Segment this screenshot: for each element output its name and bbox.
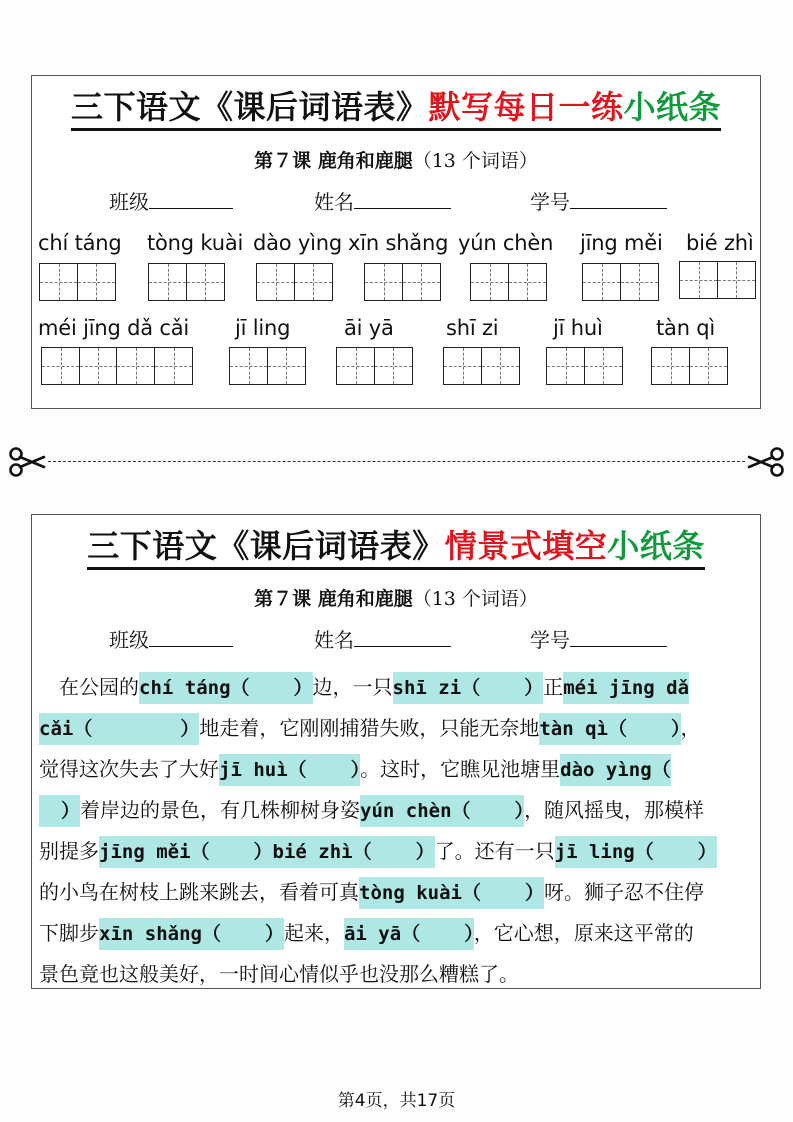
passage-text-segment: ， — [680, 716, 701, 740]
name-label: 姓名 — [314, 190, 354, 214]
fill-in-blank[interactable]: āi yā（ ） — [344, 918, 474, 950]
cut-line — [8, 445, 785, 479]
card-title — [32, 526, 760, 570]
blank-pinyin: yún chèn — [360, 800, 452, 822]
writing-boxes[interactable] — [229, 347, 304, 385]
passage-line — [39, 831, 757, 872]
blank-pinyin: shī zi — [392, 677, 462, 699]
passage-line — [39, 954, 757, 995]
passage-text-segment: 地走着，它刚刚捕猎失败，只能无奈地 — [199, 716, 540, 740]
name-label: 姓名 — [314, 628, 354, 652]
word-pinyin: xīn shǎng — [348, 231, 449, 255]
blank-pinyin: cǎi — [39, 718, 74, 740]
word-pinyin: méi jīng dǎ cǎi — [38, 316, 189, 340]
blank-pinyin: xīn shǎng — [99, 923, 202, 945]
fill-in-blank[interactable]: dào yìng（ — [560, 754, 671, 786]
fill-in-blank[interactable]: ） — [39, 795, 80, 827]
blank-pinyin: jī huì — [219, 759, 288, 781]
writing-boxes[interactable] — [651, 347, 726, 385]
passage-text-segment: 景色竟也这般美好，一时间心情似乎也没那么糟糕了。 — [39, 962, 519, 986]
id-label: 学号 — [530, 628, 570, 652]
page-number: 第4页，共17页 — [337, 1091, 456, 1111]
blank-pinyin: dào yìng — [560, 759, 652, 781]
fill-in-blank[interactable]: shī zi（ ） — [393, 672, 544, 704]
class-blank[interactable] — [149, 628, 233, 647]
blank-pinyin: āi yā — [343, 923, 402, 945]
passage-text-segment: 了。还有一只 — [434, 839, 555, 863]
word-pinyin: jī huì — [553, 316, 603, 340]
dictation-card — [31, 75, 761, 409]
passage-text-segment: 着岸边的景色，有几株柳树身姿 — [80, 798, 361, 822]
writing-boxes[interactable] — [148, 263, 223, 301]
blank-pinyin: jīng měi — [99, 841, 191, 863]
writing-boxes[interactable] — [39, 263, 114, 301]
writing-boxes[interactable] — [443, 347, 518, 385]
fill-in-blank[interactable]: bié zhì（ ） — [273, 836, 435, 868]
fill-in-blank[interactable]: jī huì（ ） — [219, 754, 360, 786]
passage-text-segment: ，随风摇曳，那模样 — [524, 798, 705, 822]
word-pinyin: tàn qì — [656, 316, 716, 340]
word-pinyin: jīng měi — [580, 231, 663, 255]
writing-boxes[interactable] — [41, 347, 192, 385]
passage-text-segment: 的小鸟在树枝上跳来跳去，看着可真 — [39, 880, 359, 904]
word-pinyin: bié zhì — [686, 231, 754, 255]
lesson-subtitle — [32, 584, 760, 611]
passage-text-segment: 。这时，它瞧见池塘里 — [360, 757, 561, 781]
passage-text-segment: 正 — [543, 675, 564, 699]
passage-line — [39, 667, 757, 708]
title-green: 小纸条 — [607, 527, 705, 565]
student-info-row — [32, 624, 760, 654]
title-red: 默写每日一练 — [428, 88, 624, 126]
blank-pinyin: tòng kuài — [359, 882, 462, 904]
passage-text-segment: 起来， — [283, 921, 344, 945]
passage-text — [39, 667, 757, 995]
writing-boxes[interactable] — [679, 261, 754, 299]
fill-in-blank[interactable] — [563, 672, 689, 704]
writing-boxes[interactable] — [364, 263, 439, 301]
scissors-icon — [747, 445, 785, 479]
word-pinyin: yún chèn — [458, 231, 554, 255]
fill-in-blank[interactable]: jīng měi（ ） — [99, 836, 273, 868]
id-label: 学号 — [530, 190, 570, 214]
class-label: 班级 — [109, 190, 149, 214]
passage-text-segment: ，它心想，原来这平常的 — [473, 921, 694, 945]
class-label: 班级 — [109, 628, 149, 652]
writing-boxes[interactable] — [582, 263, 657, 301]
id-blank[interactable] — [570, 628, 667, 647]
scissors-icon — [8, 445, 46, 479]
writing-boxes[interactable] — [256, 263, 331, 301]
fill-in-blank[interactable]: yún chèn（ ） — [360, 795, 524, 827]
fill-in-blank[interactable]: tàn qì（ ） — [539, 713, 680, 745]
lesson-name: 第７课 鹿角和鹿腿 — [254, 150, 413, 172]
blank-pinyin: bié zhì — [272, 841, 353, 863]
fill-in-blank[interactable]: xīn shǎng（ ） — [99, 918, 284, 950]
title-red: 情景式填空 — [444, 527, 608, 565]
blank-pinyin: jī ling — [554, 841, 635, 863]
passage-text-segment: 在公园的 — [39, 675, 139, 699]
passage-line — [39, 872, 757, 913]
fill-in-card — [31, 514, 761, 989]
fill-in-blank[interactable]: cǎi（ ） — [39, 713, 199, 745]
word-pinyin: tòng kuài — [147, 231, 244, 255]
word-pinyin: āi yā — [344, 316, 394, 340]
passage-text-segment: 别提多 — [39, 839, 99, 863]
passage-text-segment: 边，一只 — [312, 675, 393, 699]
name-blank[interactable] — [354, 190, 451, 209]
id-blank[interactable] — [570, 190, 667, 209]
passage-line — [39, 708, 757, 749]
writing-boxes[interactable] — [336, 347, 411, 385]
passage-text-segment: 呀。狮子忍不住停 — [543, 880, 704, 904]
title-prefix: 三下语文《课后词语表》 — [70, 88, 429, 126]
fill-in-blank[interactable]: jī ling（ ） — [555, 836, 717, 868]
word-pinyin: chí táng — [38, 231, 122, 255]
fill-in-blank[interactable]: tòng kuài（ ） — [359, 877, 544, 909]
writing-boxes[interactable] — [546, 347, 621, 385]
writing-boxes[interactable] — [470, 263, 545, 301]
passage-line — [39, 790, 757, 831]
lesson-name: 第７课 鹿角和鹿腿 — [254, 588, 413, 610]
student-info-row — [32, 186, 760, 216]
title-prefix: 三下语文《课后词语表》 — [87, 527, 445, 565]
word-pinyin: dào yìng — [253, 231, 343, 255]
blank-pinyin: chí táng — [139, 677, 231, 699]
passage-text-segment: 觉得这次失去了大好 — [39, 757, 219, 781]
title-green: 小纸条 — [623, 88, 722, 126]
lesson-subtitle — [32, 146, 760, 173]
passage-text-segment: 下脚步 — [39, 921, 99, 945]
fill-in-blank[interactable]: chí táng（ ） — [139, 672, 313, 704]
word-count: （13 个词语） — [412, 588, 538, 610]
word-pinyin: jī ling — [235, 316, 291, 340]
blank-pinyin: tàn qì — [539, 718, 608, 740]
blank-pinyin: méi jīng dǎ — [563, 677, 690, 699]
class-blank[interactable] — [149, 190, 233, 209]
card-title — [32, 87, 760, 131]
passage-line — [39, 913, 757, 954]
name-blank[interactable] — [354, 628, 451, 647]
passage-line — [39, 749, 757, 790]
word-count: （13 个词语） — [412, 150, 538, 172]
word-pinyin: shī zi — [446, 316, 499, 340]
